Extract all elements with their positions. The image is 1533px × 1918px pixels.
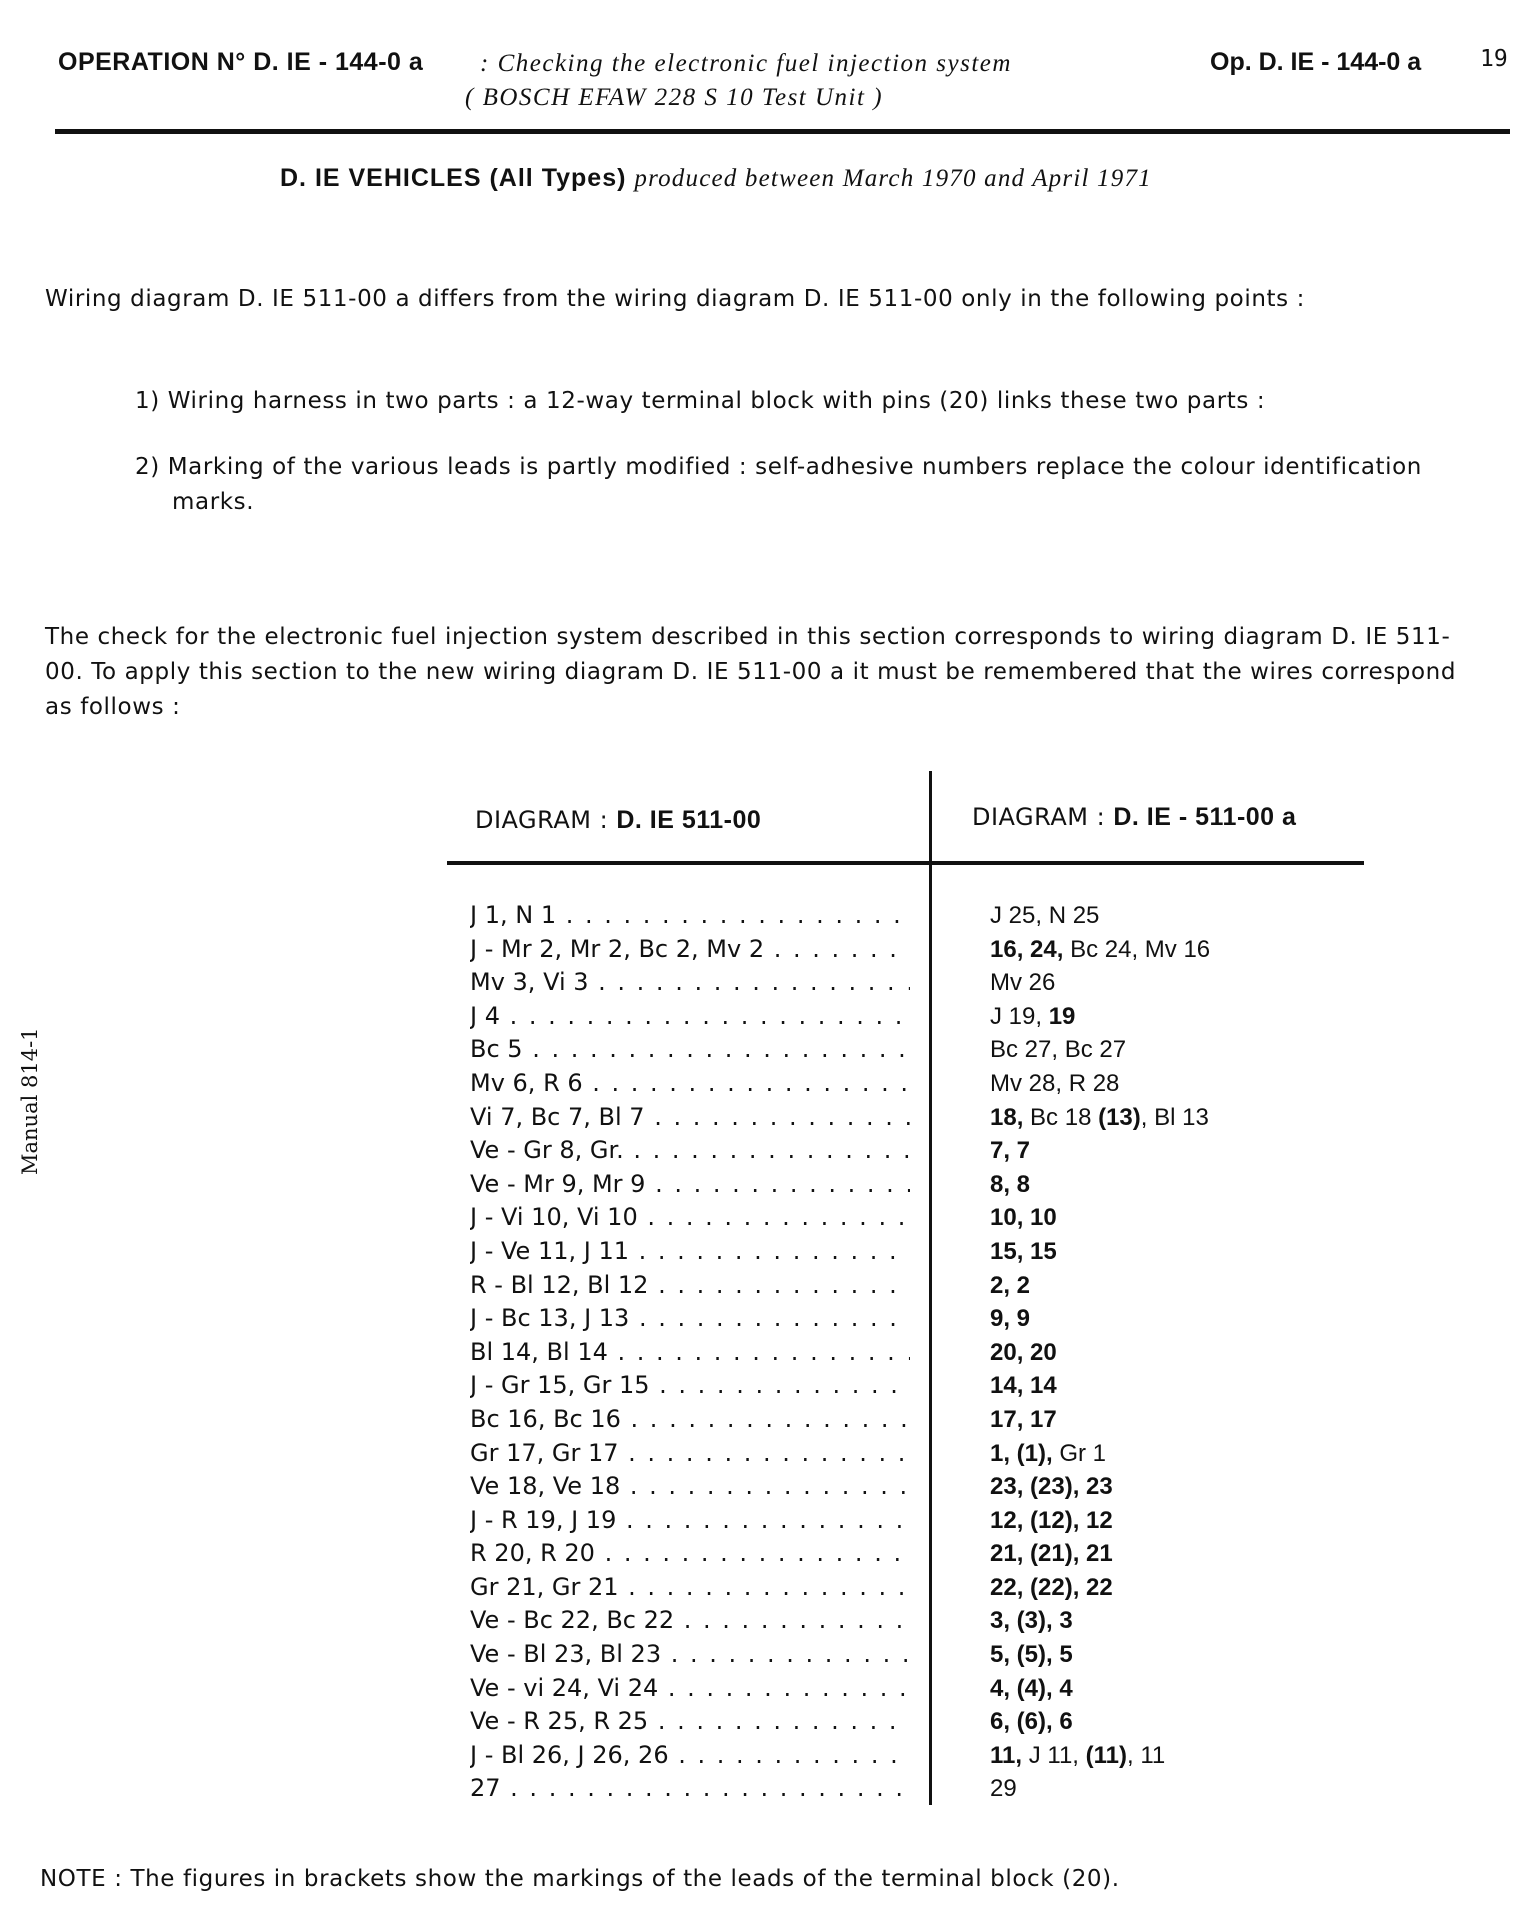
table-row-right — [990, 1437, 1350, 1471]
table-cell-number: 2, 2 — [990, 1271, 1031, 1299]
table-row-left: 27 . . . — [470, 1772, 910, 1806]
table-row-left: Bc 16, Bc 16 . . . — [470, 1403, 910, 1437]
table-right-column — [990, 899, 1350, 1806]
table-row-left: J - R 19, J 19 . . . — [470, 1504, 910, 1538]
table-cell-number: 16, 24, — [990, 935, 1064, 963]
table-row-right — [990, 1000, 1350, 1034]
table-column-divider — [929, 771, 932, 1805]
table-header-left — [475, 806, 761, 835]
table-cell-text: J 19, — [990, 1002, 1049, 1030]
table-row-right — [990, 1302, 1350, 1336]
table-row-left: Bc 5 . . . — [470, 1033, 910, 1067]
table-cell-number: 5, (5), 5 — [990, 1641, 1073, 1669]
table-cell-number: 19 — [1048, 1002, 1076, 1030]
table-cell-number: 8, 8 — [990, 1170, 1031, 1198]
table-row-left: J - Gr 15, Gr 15 . . . — [470, 1369, 910, 1403]
table-row-left: J - Bc 13, J 13 . . . — [470, 1302, 910, 1336]
table-cell-number: (11) — [1085, 1741, 1127, 1769]
operation-code: Op. D. IE - 144-0 a — [1210, 48, 1422, 76]
table-row-right — [990, 1604, 1350, 1638]
table-row-left: Ve - Bc 22, Bc 22 . . . — [470, 1604, 910, 1638]
table-row-right — [990, 1134, 1350, 1168]
table-row-right — [990, 1537, 1350, 1571]
table-cell-number: 1, (1), — [990, 1439, 1053, 1467]
table-row-right — [990, 1067, 1350, 1101]
table-header-left-prefix: DIAGRAM : — [475, 806, 617, 834]
table-cell-text: , Bl 13 — [1140, 1103, 1209, 1131]
table-row-right — [990, 1336, 1350, 1370]
table-row-left: Gr 21, Gr 21 . . . — [470, 1571, 910, 1605]
table-left-column — [470, 899, 910, 1806]
table-header-rule — [447, 861, 1364, 865]
table-row-right — [990, 933, 1350, 967]
header-rule — [55, 129, 1510, 134]
table-cell-number: 4, (4), 4 — [990, 1674, 1073, 1702]
table-row-right — [990, 1772, 1350, 1806]
table-row-left: J - Bl 26, J 26, 26 . . . — [470, 1739, 910, 1773]
table-cell-text: Gr 1 — [1052, 1439, 1107, 1467]
table-cell-number: 11, — [990, 1741, 1023, 1769]
table-header-left-code: D. IE 511-00 — [616, 806, 762, 834]
table-header-right-code: D. IE - 511-00 a — [1113, 803, 1297, 831]
table-cell-number: 23, (23), 23 — [990, 1473, 1113, 1501]
table-row-left: Ve - Bl 23, Bl 23 . . . — [470, 1638, 910, 1672]
vehicles-heading-italic: produced between March 1970 and April 1971 — [634, 165, 1152, 192]
point-1: 1) Wiring harness in two parts : a 12-way terminal block with pins (20) links these two parts : — [135, 388, 1266, 414]
table-cell-text: Mv 26 — [990, 969, 1056, 997]
table-cell-number: 20, 20 — [990, 1338, 1057, 1366]
table-cell-text: , 11 — [1127, 1741, 1166, 1769]
operation-description: : Checking the electronic fuel injection system — [480, 50, 1012, 77]
table-cell-number: 3, (3), 3 — [990, 1607, 1073, 1635]
table-cell-number: 6, (6), 6 — [990, 1708, 1073, 1736]
operation-subtitle: ( BOSCH EFAW 228 S 10 Test Unit ) — [465, 84, 884, 111]
table-cell-number: 15, 15 — [990, 1237, 1057, 1265]
point-2 — [135, 450, 1475, 520]
table-row-left: Ve - Gr 8, Gr. . . . — [470, 1134, 910, 1168]
table-cell-number: 10, 10 — [990, 1204, 1057, 1232]
table-header-right — [972, 803, 1296, 832]
intro-paragraph: Wiring diagram D. IE 511-00 a differs from the wiring diagram D. IE 511-00 only in the following points : — [45, 286, 1305, 312]
table-cell-text: J 25, N 25 — [990, 902, 1100, 929]
table-cell-number: 18, — [990, 1103, 1024, 1131]
table-row-right — [990, 1168, 1350, 1202]
table-row-left: J - Mr 2, Mr 2, Bc 2, Mv 2 . . . — [470, 933, 910, 967]
table-row-left: Bl 14, Bl 14 . . . — [470, 1336, 910, 1370]
table-row-left: Ve - Mr 9, Mr 9 . . . — [470, 1168, 910, 1202]
table-row-right — [990, 1369, 1350, 1403]
side-label: Manual 814-1 — [18, 1027, 42, 1175]
table-cell-text: 29 — [990, 1775, 1017, 1803]
table-row-right — [990, 1235, 1350, 1269]
table-row-right — [990, 1504, 1350, 1538]
point-2-line-1: 2) Marking of the various leads is partly modified : self-adhesive numbers replace the colour identification — [135, 454, 1422, 480]
table-row-right — [990, 1638, 1350, 1672]
table-row-right — [990, 1571, 1350, 1605]
table-cell-number: (13) — [1098, 1103, 1141, 1131]
vehicles-heading — [280, 163, 1152, 193]
table-row-left: J 1, N 1 . . . — [470, 899, 910, 933]
table-row-left: Ve - R 25, R 25 . . . — [470, 1705, 910, 1739]
table-row-left: J - Ve 11, J 11 . . . — [470, 1235, 910, 1269]
table-cell-text: Bc 18 — [1023, 1103, 1099, 1131]
table-row-left: J - Vi 10, Vi 10 . . . — [470, 1201, 910, 1235]
table-cell-number: 22, (22), 22 — [990, 1573, 1113, 1601]
table-row-left: Gr 17, Gr 17 . . . — [470, 1437, 910, 1471]
table-cell-text: Bc 24, Mv 16 — [1063, 935, 1211, 963]
point-2-line-2: marks. — [172, 489, 255, 515]
table-cell-text: Bc 27, Bc 27 — [990, 1036, 1127, 1064]
table-row-right — [990, 1101, 1350, 1135]
table-row-right — [990, 1705, 1350, 1739]
table-row-left: R - Bl 12, Bl 12 . . . — [470, 1269, 910, 1303]
page-number: 19 — [1480, 46, 1508, 72]
table-row-left: Ve 18, Ve 18 . . . — [470, 1470, 910, 1504]
table-row-right — [990, 1672, 1350, 1706]
table-cell-number: 12, (12), 12 — [990, 1506, 1113, 1534]
table-row-left: Mv 6, R 6 . . . — [470, 1067, 910, 1101]
table-row-right — [990, 1269, 1350, 1303]
table-row-right — [990, 1201, 1350, 1235]
note: NOTE : The figures in brackets show the markings of the leads of the terminal block (20). — [40, 1866, 1120, 1892]
table-header-right-prefix: DIAGRAM : — [972, 803, 1114, 831]
table-cell-number: 21, (21), 21 — [990, 1540, 1113, 1568]
table-row-right — [990, 966, 1350, 1000]
table-cell-number: 17, 17 — [990, 1405, 1057, 1433]
table-cell-number: 7, 7 — [990, 1137, 1031, 1165]
table-row-left: J 4 . . . — [470, 1000, 910, 1034]
table-row-left: Mv 3, Vi 3 . . . — [470, 966, 910, 1000]
table-row-left: Ve - vi 24, Vi 24 . . . — [470, 1672, 910, 1706]
table-cell-text: Mv 28, R 28 — [990, 1069, 1120, 1097]
table-cell-text: J 11, — [1022, 1741, 1086, 1769]
table-row-right — [990, 1739, 1350, 1773]
table-row-left: R 20, R 20 . . . — [470, 1537, 910, 1571]
table-cell-number: 14, 14 — [990, 1372, 1057, 1400]
table-row-right — [990, 1470, 1350, 1504]
operation-number: OPERATION N° D. IE - 144-0 a — [58, 48, 424, 76]
table-row-left: Vi 7, Bc 7, Bl 7 . . . — [470, 1101, 910, 1135]
check-paragraph: The check for the electronic fuel injection system described in this section corresponds to wiring diagram D. IE 511-00. To apply this section to the new wiring diagram D. IE 511-00 a it must be remembered that the wires correspond as follows : — [45, 624, 1457, 720]
table-cell-number: 9, 9 — [990, 1305, 1031, 1333]
table-row-right — [990, 1033, 1350, 1067]
table-row-right — [990, 1403, 1350, 1437]
table-row-right — [990, 899, 1350, 933]
vehicles-heading-bold: D. IE VEHICLES (All Types) — [280, 164, 627, 192]
